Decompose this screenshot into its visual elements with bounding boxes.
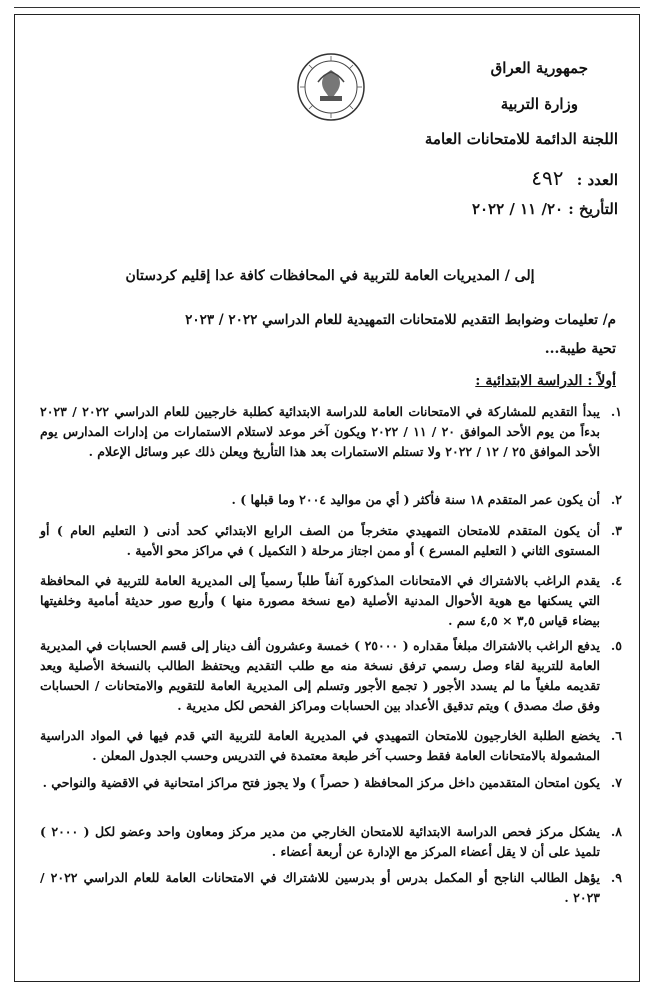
list-item [40, 571, 620, 631]
item-text: يقدم الراغب بالاشتراك في الامتحانات المذكورة آنفاً طلباً رسمياً إلى المديرية العامة للتربية في المحافظة التي يسكنها مع هوية الأحوال المدنية الأصلية (مع نسخة مصورة منها ) وأربع صور حديثة أمامية وخلفيتها بيضاء قياس ٣,٥ × ٤,٥ سم . [40, 573, 600, 628]
item-text: يدفع الراغب بالاشتراك مبلغاً مقداره ( ٢٥٠٠٠ ) خمسة وعشرون ألف دينار إلى قسم الحسابات في المديرية العامة للتربية لقاء وصل رسمي ترفق نسخة منه مع طلب التقديم ويحتفظ الطالب بالنسخة الأصلية ويعد تقديمه ملغياً ما لم يسدد الأجور ( تجمع الأجور وتسلم إلى المديرية العامة للتقويم والامتحانات / الحسابات وفق صك مصدق ) ويتم تدقيق الأعداد بين الحسابات ومراكز الفحص لكل مديرية . [40, 638, 600, 713]
subject-line: م/ تعليمات وضوابط التقديم للامتحانات التمهيدية للعام الدراسي ٢٠٢٢ / ٢٠٢٣ [185, 312, 616, 328]
item-number: ٧. [610, 775, 622, 790]
section-title: أولاً : الدراسة الابتدائية : [475, 373, 616, 389]
item-number: ٢. [610, 492, 622, 507]
item-number: ٨. [610, 824, 622, 839]
top-border-line [14, 7, 640, 8]
date-value: ٢٠/ ١١ / ٢٠٢٢ [471, 200, 564, 218]
item-number: ٩. [610, 870, 622, 885]
number-value: ٤٩٢ [531, 166, 564, 190]
list-item [40, 773, 620, 793]
greeting: تحية طيبة... [544, 341, 616, 357]
item-number: ٥. [610, 638, 622, 653]
list-item [40, 636, 620, 716]
list-item [40, 521, 620, 561]
item-number: ٣. [610, 523, 622, 538]
list-item [40, 868, 620, 908]
country-name: جمهورية العراق [490, 59, 588, 77]
iraq-ministry-emblem-icon [296, 52, 366, 122]
committee-name: اللجنة الدائمة للامتحانات العامة [424, 130, 618, 148]
item-number: ٤. [610, 573, 622, 588]
item-text: يؤهل الطالب الناجح أو المكمل بدرس أو بدرسين للاشتراك في الامتحانات العامة للعام الدراسي ٢٠٢٢ / ٢٠٢٣ . [40, 870, 600, 905]
recipient-line: إلى / المديريات العامة للتربية في المحافظات كافة عدا إقليم كردستان [125, 268, 535, 284]
item-number: ١. [610, 404, 622, 419]
item-text: يخضع الطلبة الخارجيون للامتحان التمهيدي في المديرية العامة للتربية التي قدم فيها في المواد الدراسية المشمولة بالامتحانات العامة فقط وحسب آخر طبعة معتمدة في التدريس وحسب الجدول المعلن . [40, 728, 600, 763]
number-label: العدد : [576, 171, 618, 189]
item-text: يشكل مركز فحص الدراسة الابتدائية للامتحان الخارجي من مدير مركز ومعاون واحد وعضو لكل ( ٢٠٠٠ ) تلميذ على أن لا يقل أعضاء المركز مع الإدارة عن أربعة أعضاء . [40, 824, 600, 859]
list-item [40, 402, 620, 462]
item-number: ٦. [610, 728, 622, 743]
reference-number [531, 166, 618, 190]
letter-date [472, 200, 618, 218]
ministry-name: وزارة التربية [500, 95, 578, 113]
list-item [40, 822, 620, 862]
item-text: أن يكون عمر المتقدم ١٨ سنة فأكثر ( أي من مواليد ٢٠٠٤ وما قبلها ) . [231, 492, 600, 507]
item-text: يبدأ التقديم للمشاركة في الامتحانات العامة للدراسة الابتدائية كطلبة خارجيين للعام الدراسي ٢٠٢٢ / ٢٠٢٣ بدءاً من يوم الأحد الموافق ٢٠ / ١١ / ٢٠٢٢ ويكون آخر موعد لاستلام الاستمارات من إدارات المدارس يوم الأحد الموافق ٢٥ / ١٢ / ٢٠٢٢ ولا تستلم الاستمارات بعد هذا التأريخ ويعلن ذلك عبر وسائل الإعلام . [40, 404, 600, 459]
date-label: التأريخ : [568, 200, 618, 218]
list-item [40, 490, 620, 510]
item-text: أن يكون المتقدم للامتحان التمهيدي متخرجاً من الصف الرابع الابتدائي كحد أدنى ( التعليم العام ) أو المستوى الثاني ( التعليم المسرع ) أو ممن اجتاز مرحلة ( التكميل ) في مراكز محو الأمية . [40, 523, 600, 558]
item-text: يكون امتحان المتقدمين داخل مركز المحافظة ( حصراً ) ولا يجوز فتح مراكز امتحانية في الاقضية والنواحي . [42, 775, 600, 790]
list-item [40, 726, 620, 766]
